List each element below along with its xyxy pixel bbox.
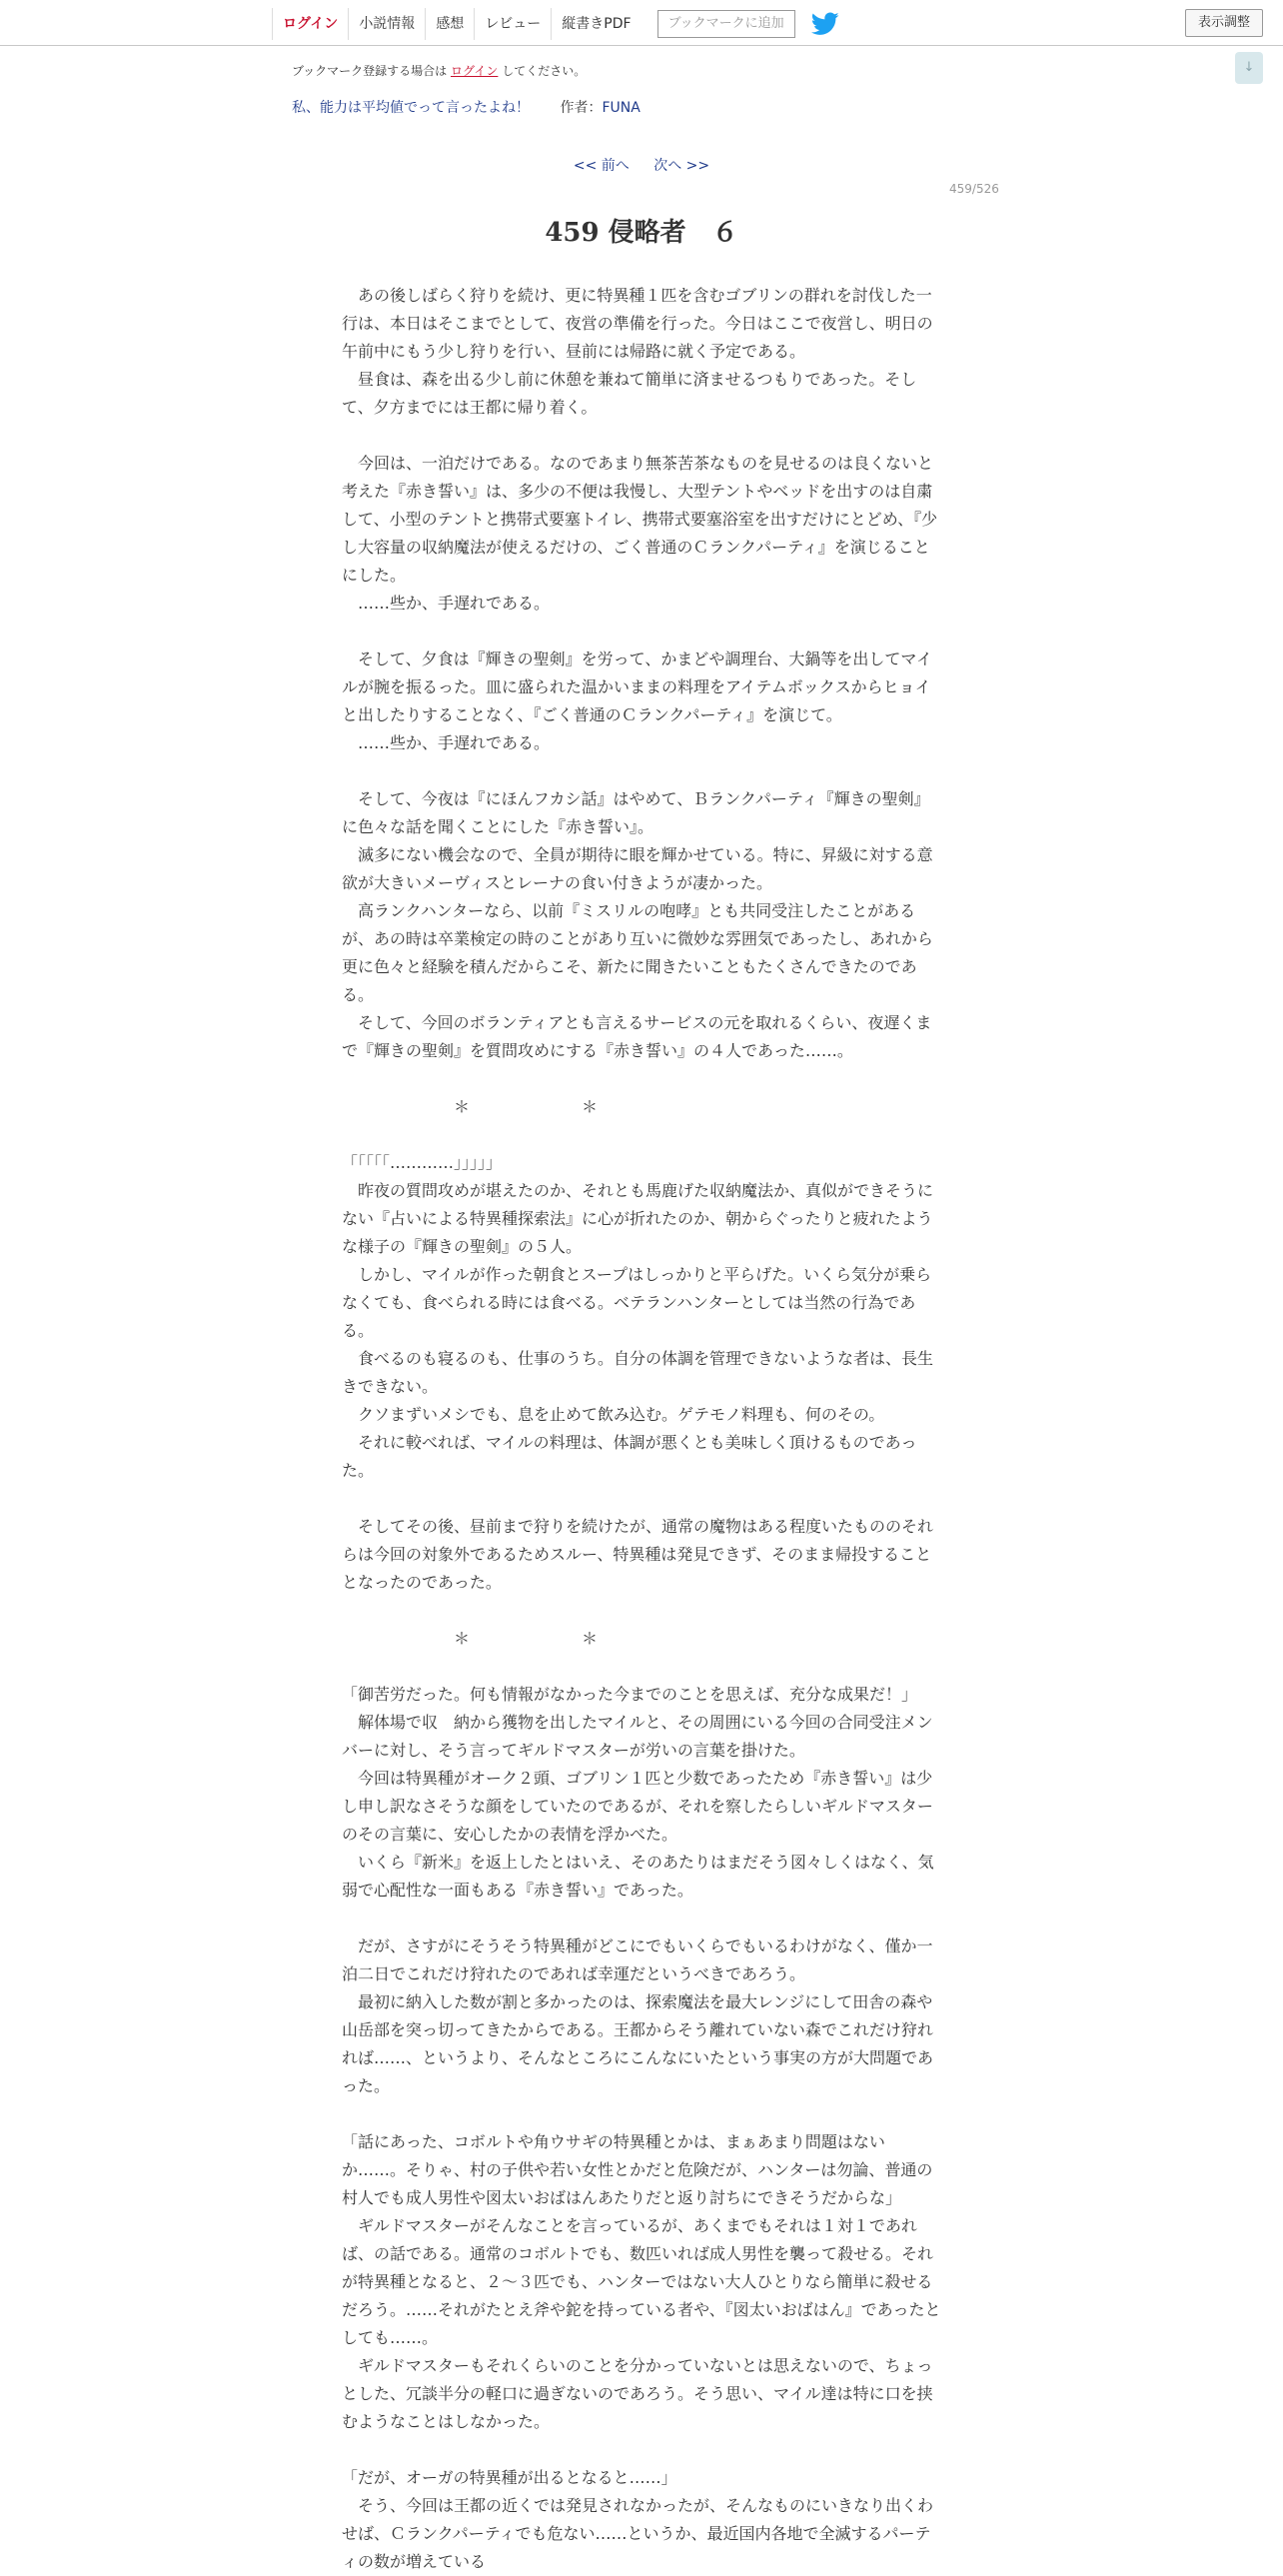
- body-paragraph: いくら『新米』を返上したとはいえ、そのあたりはまだそう図々しくはなく、気弱で心配性な一面もある『赤き誓い』であった。: [342, 1853, 934, 1900]
- body-paragraph: 高ランクハンターなら、以前『ミスリルの咆哮』とも共同受注したことがあるが、あの時は卒業検定の時のことがあり互いに微妙な雰囲気であったし、あれから更に色々と経験を積んだからこそ、新たに聞きたいこともたくさんできたのである。: [342, 901, 933, 1004]
- body-paragraph: 昼食は、森を出る少し前に休憩を兼ねて簡単に済ませるつもりであった。そして、夕方までには王都に帰り着く。: [342, 370, 917, 417]
- chapter-body: [342, 282, 941, 2576]
- nav-login-link[interactable]: ログイン: [272, 8, 348, 40]
- scroll-down-button[interactable]: ↓: [1235, 52, 1263, 84]
- body-paragraph: それに較べれば、マイルの料理は、体調が悪くとも美味しく頂けるものであった。: [342, 1433, 917, 1480]
- body-paragraph: 「御苦労だった。何も情報がなかった今までのことを思えば、充分な成果だ！」: [342, 1685, 918, 1704]
- author-label: 作者：: [560, 100, 603, 116]
- body-paragraph: ＊ ＊: [342, 1629, 599, 1648]
- body-paragraph: [342, 2436, 941, 2464]
- chapter-pager: [0, 155, 1283, 175]
- add-bookmark-button[interactable]: ブックマークに追加: [657, 10, 795, 38]
- body-paragraph: [342, 757, 941, 785]
- top-navigation-bar: [0, 0, 1283, 46]
- body-paragraph: [342, 1653, 941, 1681]
- body-paragraph: 食べるのも寝るのも、仕事のうち。自分の体調を管理できないような者は、長生きできない。: [342, 1349, 934, 1396]
- body-paragraph: [342, 1121, 941, 1149]
- chapter-title: 459 侵略者 ６: [545, 218, 738, 248]
- body-paragraph: ギルドマスターもそれくらいのことを分かっていないとは思えないので、ちょっとした、冗談半分の軽口に過ぎないのであろう。そう思い、マイル達は特に口を挟むようなことはしなかった。: [342, 2356, 933, 2431]
- body-paragraph: ……些か、手遅れである。: [342, 594, 551, 613]
- body-paragraph: [342, 2100, 941, 2128]
- body-paragraph: 今回は特異種がオーク２頭、ゴブリン１匹と少数であったため『赤き誓い』は少し申し訳なさそうな顔をしていたのであるが、それを察したらしいギルドマスターのその言葉に、安心したかの表情を浮かべた。: [342, 1769, 933, 1844]
- twitter-bird-icon[interactable]: [811, 12, 839, 36]
- body-paragraph: ……些か、手遅れである。: [342, 733, 551, 752]
- display-settings-button[interactable]: 表示調整: [1185, 9, 1263, 37]
- nav-menu: [272, 6, 839, 42]
- novel-title-link[interactable]: 私、能力は平均値でって言ったよね！: [292, 100, 530, 116]
- novel-info-line: [292, 97, 641, 117]
- prev-chapter-link[interactable]: << 前へ: [573, 158, 630, 174]
- notice-login-link[interactable]: ログイン: [451, 64, 499, 78]
- body-paragraph: 「話にあった、コボルトや角ウサギの特異種とかは、まぁあまり問題はないか……。そりゃ、村の子供や若い女性とかだと危険だが、ハンターは勿論、普通の村人でも成人男性や図太いおばはんあたりだと返り討ちにできそうだからな」: [342, 2132, 933, 2207]
- chapter-count: 459/526: [949, 182, 999, 196]
- nav-review-link[interactable]: レビュー: [474, 8, 551, 40]
- body-paragraph: 「「「「「…………」」」」」: [342, 1153, 503, 1172]
- body-paragraph: 解体場で収 納から獲物を出したマイルと、その周囲にいる今回の合同受注メンバーに対し、そう言ってギルドマスターが労いの言葉を掛けた。: [342, 1713, 933, 1760]
- body-paragraph: [342, 618, 941, 645]
- body-paragraph: [342, 422, 941, 450]
- body-paragraph: [342, 1597, 941, 1625]
- body-paragraph: しかし、マイルが作った朝食とスープはしっかりと平らげた。いくら気分が乗らなくても、食べられる時には食べる。ベテランハンターとしては当然の行為である。: [342, 1265, 932, 1340]
- body-paragraph: 滅多にない機会なので、全員が期待に眼を輝かせている。特に、昇級に対する意欲が大きいメーヴィスとレーナの食い付きようが凄かった。: [342, 845, 933, 892]
- body-paragraph: 「だが、オーガの特異種が出るとなると……」: [342, 2468, 677, 2487]
- body-paragraph: そして、今夜は『にほんフカシ話』はやめて、Ｂランクパーティ『輝きの聖剣』に色々な話を聞くことにした『赤き誓い』。: [342, 789, 930, 836]
- body-paragraph: そう、今回は王都の近くでは発見されなかったが、そんなものにいきなり出くわせば、Ｃランクパーティでも危ない……というか、最近国内各地で全滅するパーティの数が増えている: [342, 2496, 934, 2571]
- body-paragraph: あの後しばらく狩りを続け、更に特異種１匹を含むゴブリンの群れを討伐した一行は、本日はそこまでとして、夜営の準備を行った。今日はここで夜営し、明日の午前中にもう少し狩りを行い、昼前には帰路に就く予定である。: [342, 286, 933, 361]
- nav-impressions-link[interactable]: 感想: [425, 8, 474, 40]
- body-paragraph: ギルドマスターがそんなことを言っているが、あくまでもそれは１対１であれば、の話である。通常のコボルトでも、数匹いれば成人男性を襲って殺せる。それが特異種となると、２～３匹でも、ハンターではない大人ひとりなら簡単に殺せるだろう。……それがたとえ斧や鉈を持っている者や、『図太いおばはん』であったとしても……。: [342, 2216, 941, 2347]
- notice-prefix: ブックマーク登録する場合は: [292, 64, 448, 78]
- body-paragraph: 最初に納入した数が割と多かったのは、探索魔法を最大レンジにして田舎の森や山岳部を突っ切ってきたからである。王都からそう離れていない森でこれだけ狩れれば……、というより、そんなところにこんなにいたという事実の方が大問題であった。: [342, 1992, 934, 2095]
- body-paragraph: そして、夕食は『輝きの聖剣』を労って、かまどや調理台、大鍋等を出してマイルが腕を振るった。皿に盛られた温かいままの料理をアイテムボックスからヒョイと出したりすることなく、『ごく普通のＣランクパーティ』を演じて。: [342, 649, 933, 724]
- nav-novel-info-link[interactable]: 小説情報: [348, 8, 425, 40]
- nav-vertical-pdf-link[interactable]: 縦書きPDF: [551, 8, 641, 40]
- body-paragraph: だが、さすがにそうそう特異種がどこにでもいくらでもいるわけがなく、僅か一泊二日でこれだけ狩れたのであれば幸運だというべきであろう。: [342, 1936, 933, 1983]
- body-paragraph: 今回は、一泊だけである。なのであまり無茶苦茶なものを見せるのは良くないと考えた『赤き誓い』は、多少の不便は我慢し、大型テントやベッドを出すのは自粛して、小型のテントと携帯式要塞トイレ、携帯式要塞浴室を出すだけにとどめ、『少し大容量の収納魔法が使えるだけの、ごく普通のＣランクパーティ』を演じることにした。: [342, 454, 938, 585]
- bookmark-login-notice: [292, 62, 586, 79]
- author-link[interactable]: FUNA: [602, 100, 641, 116]
- body-paragraph: [342, 1065, 941, 1093]
- body-paragraph: [342, 1905, 941, 1932]
- body-paragraph: ＊ ＊: [342, 1097, 599, 1116]
- next-chapter-link[interactable]: 次へ >>: [653, 158, 710, 174]
- body-paragraph: そして、今回のボランティアとも言えるサービスの元を取れるくらい、夜遅くまで『輝きの聖剣』を質問攻めにする『赤き誓い』の４人であった……。: [342, 1013, 932, 1060]
- body-paragraph: [342, 1485, 941, 1513]
- body-paragraph: そしてその後、昼前まで狩りを続けたが、通常の魔物はある程度いたもののそれらは今回の対象外であるためスルー、特異種は発見できず、そのまま帰投することとなったのであった。: [342, 1517, 934, 1592]
- body-paragraph: クソまずいメシでも、息を止めて飲み込む。ゲテモノ料理も、何のその。: [342, 1405, 885, 1424]
- body-paragraph: 昨夜の質問攻めが堪えたのか、それとも馬鹿げた収納魔法か、真似ができそうにない『占いによる特異種探索法』に心が折れたのか、朝からぐったりと疲れたような様子の『輝きの聖剣』の５人。: [342, 1181, 934, 1256]
- notice-suffix: してください。: [502, 64, 587, 78]
